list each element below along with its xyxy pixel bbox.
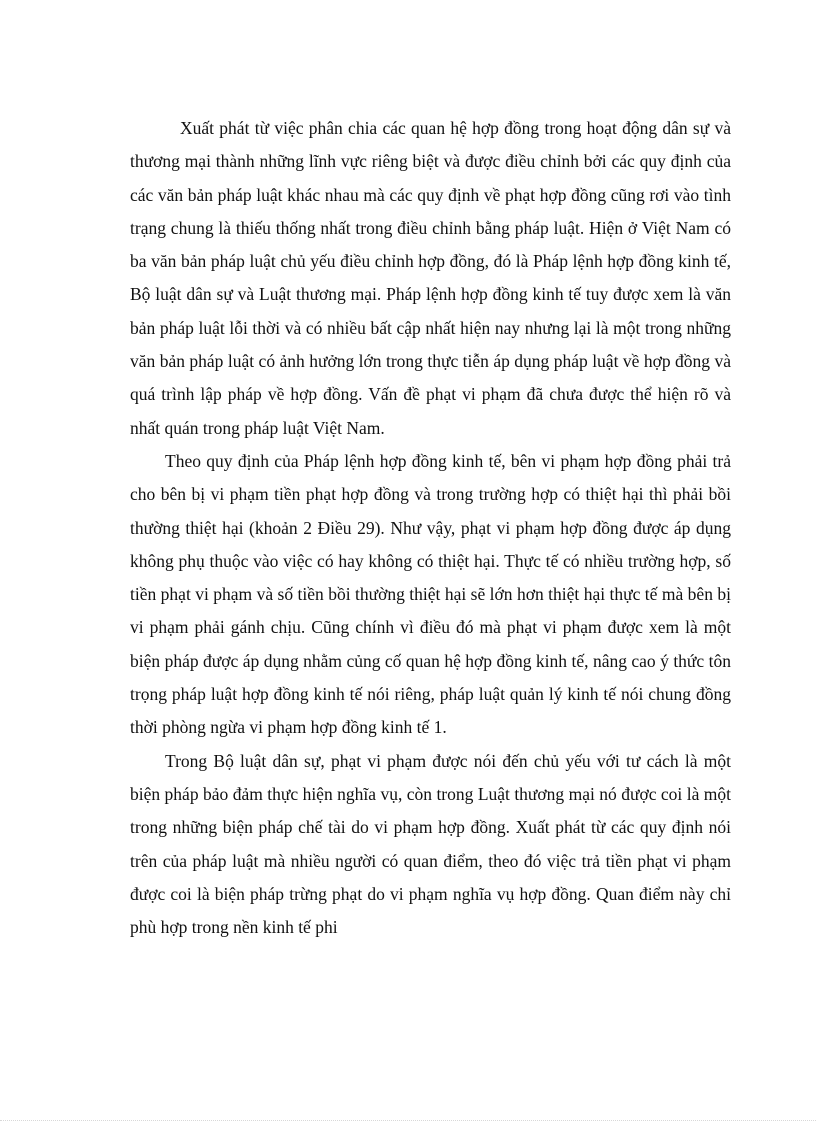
paragraph-3: Trong Bộ luật dân sự, phạt vi phạm được nói đến chủ yếu với tư cách là một biện pháp bảo đảm thực hiện nghĩa vụ, còn trong Luật thương mại nó được coi là một trong những biện pháp chế tài do vi phạm hợp đồng. Xuất phát từ các quy định nói trên của pháp luật mà nhiều người có quan điểm, theo đó việc trả tiền phạt vi phạm được coi là biện pháp trừng phạt do vi phạm nghĩa vụ hợp đồng. Quan điểm này chỉ phù hợp trong nền kinh tế phi bbox=[130, 750, 731, 938]
paragraph-1: Xuất phát từ việc phân chia các quan hệ hợp đồng trong hoạt động dân sự và thương mại thành những lĩnh vực riêng biệt và được điều chỉnh bởi các quy định của các văn bản pháp luật khác nhau mà các quy định về phạt hợp đồng cũng rơi vào tình trạng chung là thiếu thống nhất trong điều chỉnh bằng pháp luật. Hiện ở Việt Nam có ba văn bản pháp luật chủ yếu điều chỉnh hợp đồng, đó là Pháp lệnh hợp đồng kinh tế, Bộ luật dân sự và Luật thương mại. Pháp lệnh hợp đồng kinh tế tuy được xem là văn bản pháp luật lỗi thời và có nhiều bất cập nhất hiện nay nhưng lại là một trong những văn bản pháp luật có ảnh hưởng lớn trong thực tiễn áp dụng pháp luật về hợp đồng và quá trình lập pháp về hợp đồng. Vấn đề phạt vi phạm đã chưa được thể hiện rõ và nhất quán trong pháp luật Việt Nam. bbox=[130, 118, 731, 438]
paragraph-2: Theo quy định của Pháp lệnh hợp đồng kinh tế, bên vi phạm hợp đồng phải trả cho bên bị vi phạm tiền phạt hợp đồng và trong trường hợp có thiệt hại thì phải bồi thường thiệt hại (khoản 2 Điều 29). Như vậy, phạt vi phạm hợp đồng được áp dụng không phụ thuộc vào việc có hay không có thiệt hại. Thực tế có nhiều trường hợp, số tiền phạt vi phạm và số tiền bồi thường thiệt hại sẽ lớn hơn thiệt hại thực tế mà bên bị vi phạm phải gánh chịu. Cũng chính vì điều đó mà phạt vi phạm được xem là một biện pháp được áp dụng nhằm củng cố quan hệ hợp đồng kinh tế, nâng cao ý thức tôn trọng pháp luật hợp đồng kinh tế nói riêng, pháp luật quản lý kinh tế nói chung đồng thời phòng ngừa vi phạm hợp đồng kinh tế 1. bbox=[130, 450, 731, 738]
document-body bbox=[130, 112, 731, 944]
page-bottom-divider bbox=[0, 1120, 816, 1121]
